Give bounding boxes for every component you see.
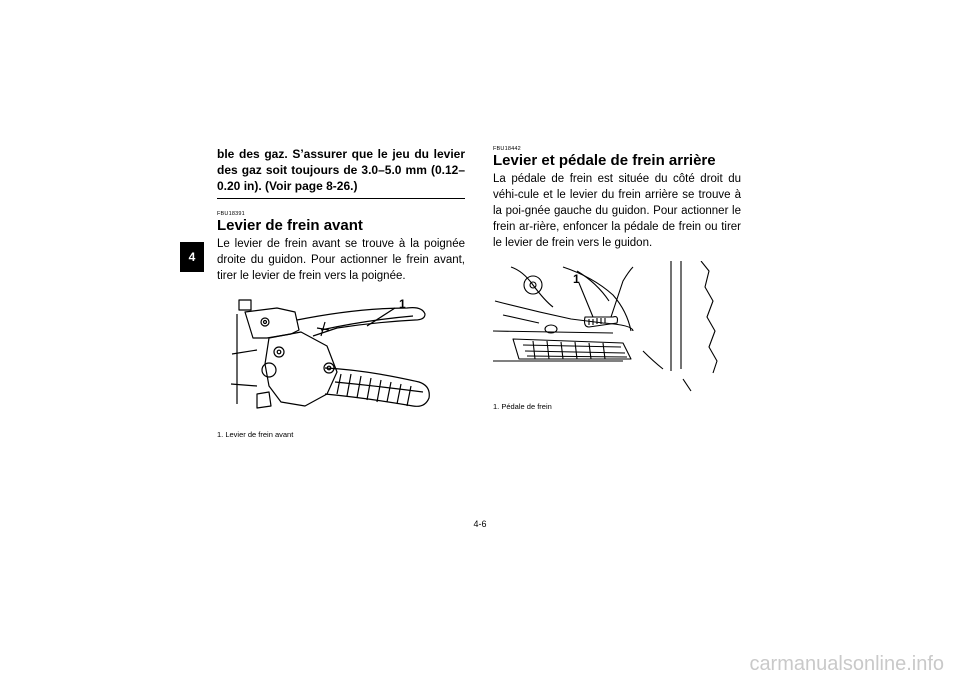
figure-callout-number: 1 xyxy=(399,297,406,311)
figure-caption: 1. Levier de frein avant xyxy=(217,430,294,439)
section-heading: Levier de frein avant xyxy=(217,217,363,234)
section-heading: Levier et pédale de frein arrière xyxy=(493,152,716,169)
section-body: La pédale de frein est située du côté droit du véhi-cule et le levier du frein arrière se trouve à la poi-gnée gauche du guidon. Pour actionner le frein ar-rière, enfoncer la pédale de frein ou tirer le levier de frein vers le guidon. xyxy=(493,173,741,249)
footer-watermark: carmanualsonline.info xyxy=(749,653,944,675)
page-number: 4-6 xyxy=(473,519,487,529)
rear-brake-pedal-illustration xyxy=(493,261,741,396)
section-code: FBU18391 xyxy=(217,211,245,217)
right-column xyxy=(493,146,741,411)
left-column xyxy=(217,146,465,439)
section-body: Le levier de frein avant se trouve à la poignée droite du guidon. Pour actionner le frein avant, tirer le levier de frein vers la poignée. xyxy=(217,238,465,282)
figure-callout-number: 1 xyxy=(573,272,580,286)
section-code: FBU18442 xyxy=(493,146,521,152)
warning-text: ble des gaz. S’assurer que le jeu du levier des gaz soit toujours de 3.0–5.0 mm (0.12–0.20 in). (Voir page 8-26.) xyxy=(217,146,465,199)
figure-caption: 1. Pédale de frein xyxy=(493,402,552,411)
front-brake-lever-illustration xyxy=(217,294,447,424)
chapter-tab: 4 xyxy=(180,242,204,272)
